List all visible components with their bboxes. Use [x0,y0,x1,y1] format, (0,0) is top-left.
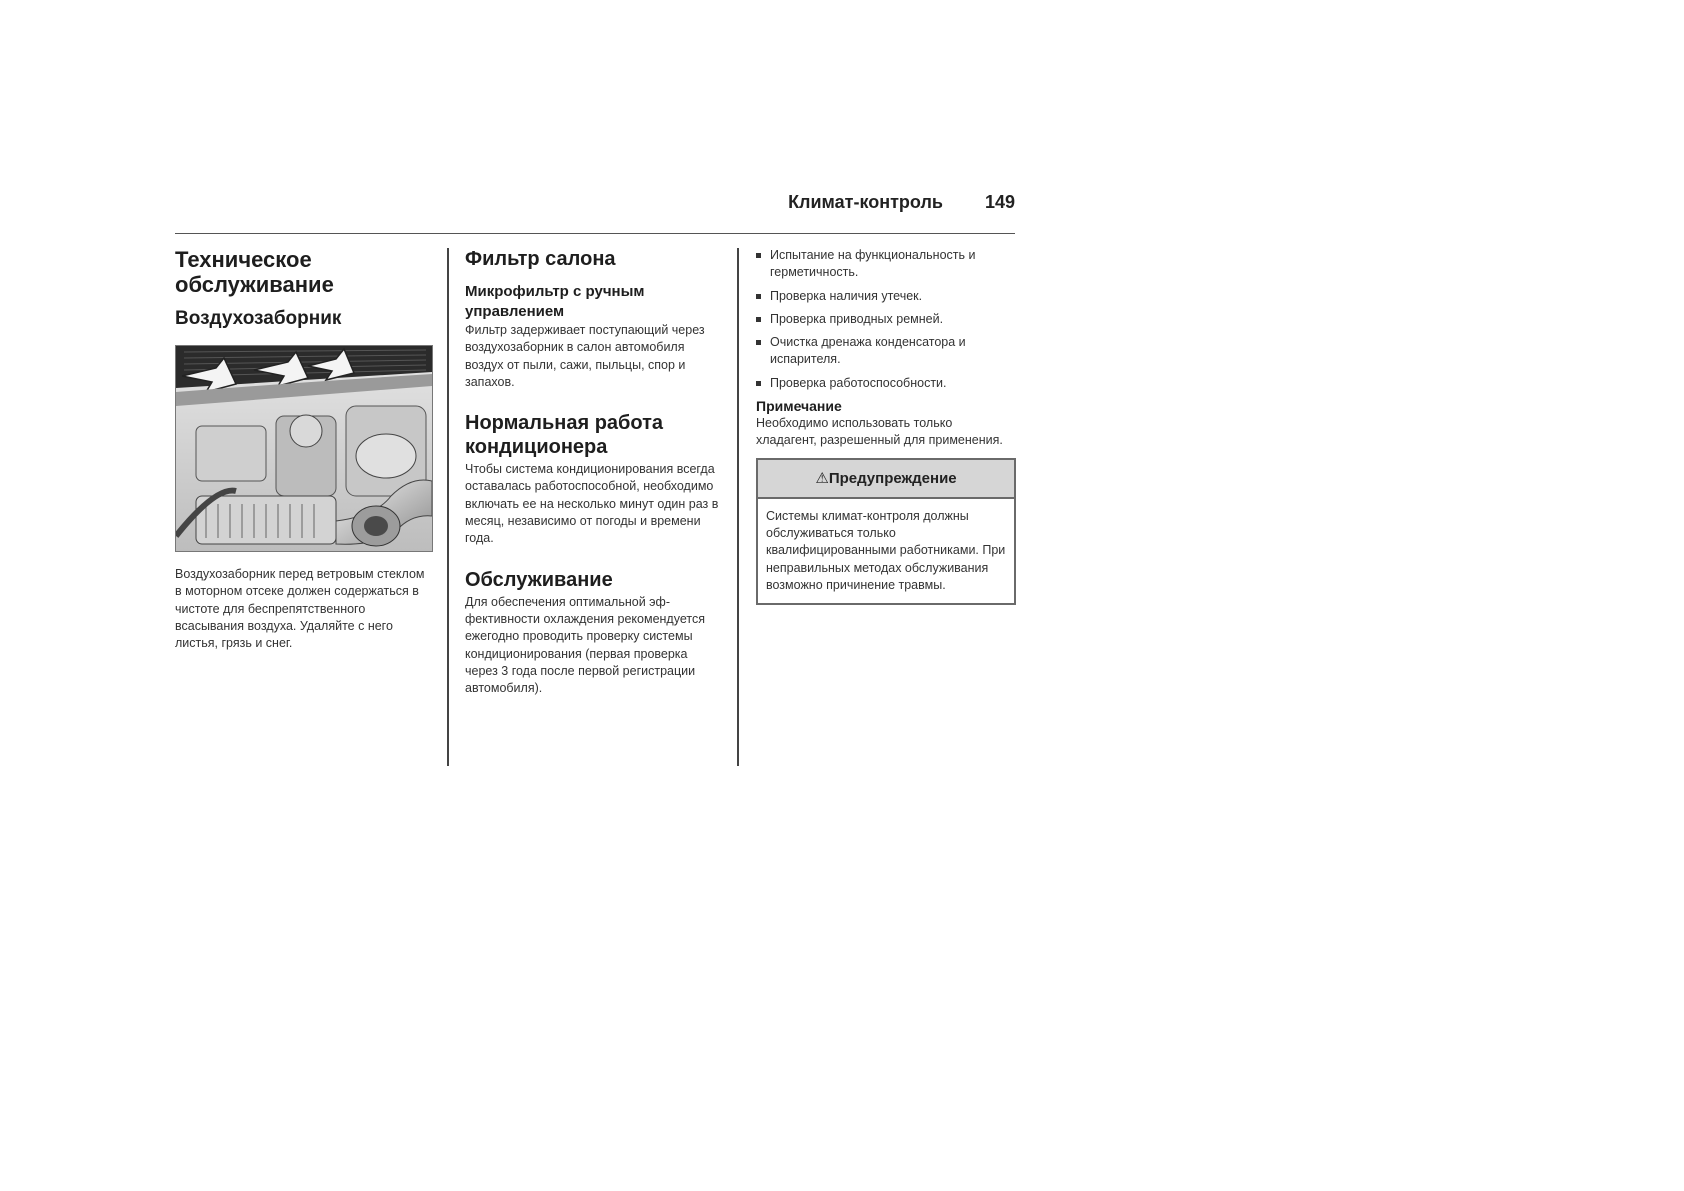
header-rule [175,233,1015,234]
note-text: Необходимо использовать только хладагент, разрешенный для применения. [756,416,1003,448]
list-item: Испытание на функциональность и герметичность. [756,247,1014,282]
service-checklist [756,247,1014,392]
section-title: Климат-контроль [788,192,943,212]
column-right [756,247,1014,605]
column-divider-right [737,248,739,766]
service-text: Для обеспечения оптимальной эффективности охлаждения рекомендуется ежегодно проводить проверку системы кондиционирования (первая проверка через 3 года после первой регистрации автомобиля). [465,594,705,696]
microfilter-heading: Микрофильтр с ручным управлением [465,283,645,320]
column-left [175,247,431,652]
warning-header [758,460,1014,499]
warning-title: Предупреждение [828,469,957,487]
microfilter-text: Фильтр задерживает поступающий через воздухозаборник в салон автомобиля воздух от пыли, сажи, пыльцы, спор и запахов. [465,323,705,389]
column-divider-left [447,248,449,766]
cabin-filter-heading: Фильтр салона [465,248,616,270]
warning-triangle-icon: ⚠ [815,469,829,487]
air-intake-illustration [175,345,433,552]
bullet-square-icon [756,317,761,322]
service-heading: Обслуживание [465,568,613,591]
normal-operation-heading: Нормальная работа кондиционера [465,412,664,459]
bullet-square-icon [756,253,761,258]
bullet-square-icon [756,294,761,299]
bullet-square-icon [756,340,761,345]
note-heading: Примечание [756,398,842,415]
list-item: Проверка приводных ремней. [756,311,1014,328]
air-intake-text: Воздухозаборник перед ветровым стеклом в моторном отсеке должен содержаться в чистоте для беспрепятственного всасывания воздуха. Удаляйте с него листья, грязь и снег. [175,567,425,651]
warning-text: Системы климат-контроля должны обслуживаться только квалифицированными работниками. При неправильных методах обслуживания возможно причинение травмы. [766,508,1006,592]
warning-box [756,458,1016,605]
bullet-square-icon [756,381,761,386]
list-item: Проверка наличия утечек. [756,288,1014,305]
maintenance-heading: Техническое обслуживание [175,247,334,297]
page-number: 149 [984,192,1015,212]
normal-operation-text: Чтобы система кондиционирования всегда оставалась работоспособной, необходимо включать ее на несколько минут один раз в месяц, независимо от погоды и времени года. [465,462,719,546]
running-header [0,192,1015,213]
column-middle [465,247,723,697]
air-intake-heading: Воздухозаборник [175,308,342,329]
list-item: Очистка дренажа конденсатора и испарителя. [756,334,1014,369]
list-item: Проверка работоспособности. [756,375,1014,392]
